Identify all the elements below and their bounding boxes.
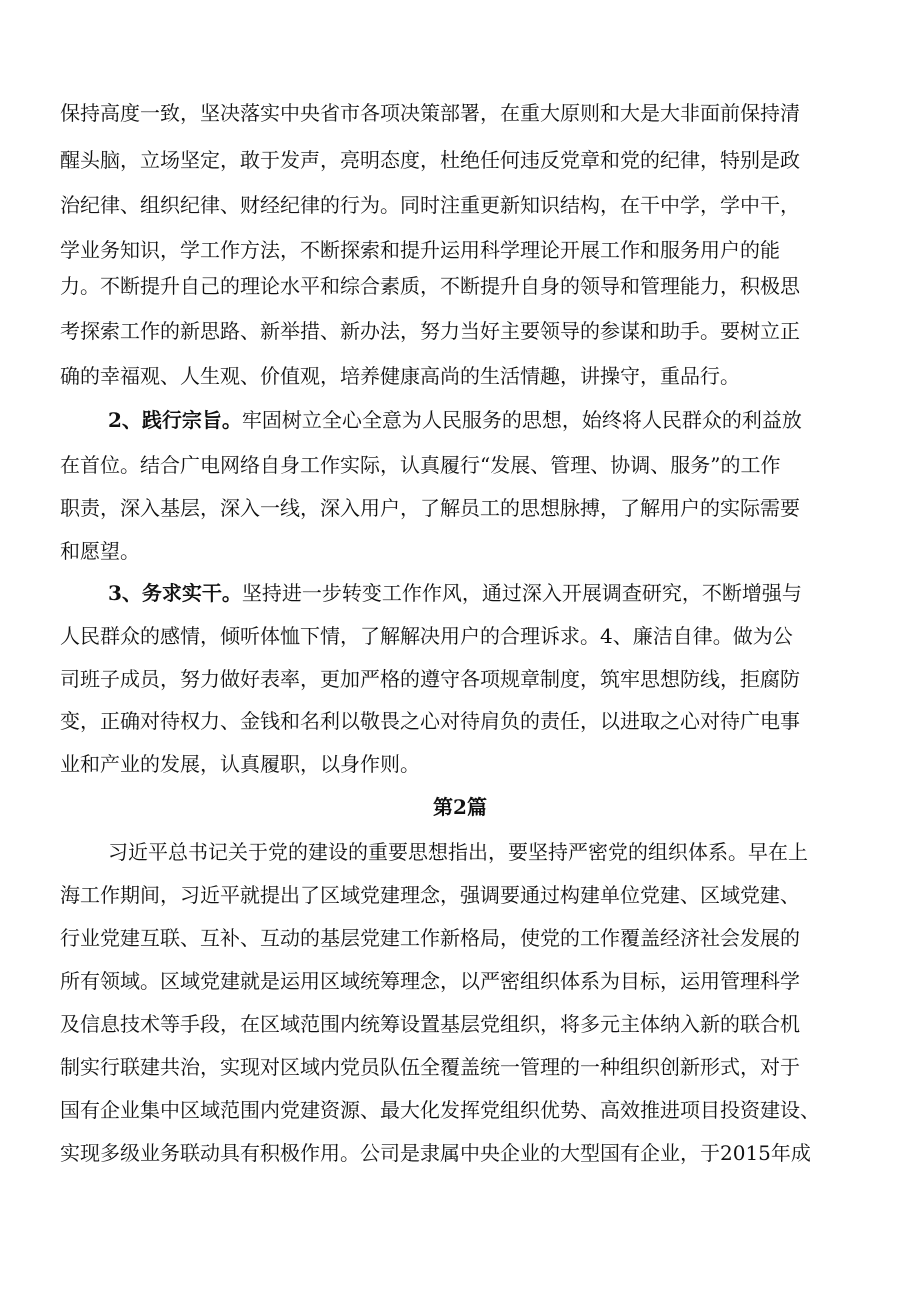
text-line: 考探索工作的新思路、新举措、新办法，努力当好主要领导的参谋和助手。要树立正 [60,319,800,343]
text-line-lead [108,579,880,607]
text-line: 确的幸福观、人生观、价值观，培养健康高尚的生活情趣，讲操守，重品行。 [60,364,740,388]
text-line: 力。不断提升自己的理论水平和综合素质，不断提升自身的领导和管理能力，积极思 [60,274,800,298]
text-line: 习近平总书记关于党的建设的重要思想指出，要坚持严密党的组织体系。早在上 [108,840,808,864]
text-line: 所有领域。区域党建就是运用区域统筹理念，以严密组织体系为目标，运用管理科学 [60,969,800,993]
item-heading: 2、践行宗旨。 [108,408,242,432]
text-line: 变，正确对待权力、金钱和名利以敬畏之心对待肩负的责任，以进取之心对待广电事 [60,709,800,733]
item-text: 坚持进一步转变工作作风，通过深入开展调查研究，不断增强与 [241,581,802,605]
text-line: 实现多级业务联动具有积极作用。公司是隶属中央企业的大型国有企业，于2015年成 [60,1141,811,1165]
text-line: 制实行联建共治，实现对区域内党员队伍全覆盖统一管理的一种组织创新形式，对于 [60,1055,800,1079]
text-line: 醒头脑，立场坚定，敢于发声，亮明态度，杜绝任何违反党章和党的纪律，特别是政 [60,148,800,172]
text-line: 职责，深入基层，深入一线，深入用户，了解员工的思想脉搏，了解用户的实际需要 [60,496,800,520]
text-line: 行业党建互联、互补、互动的基层党建工作新格局，使党的工作覆盖经济社会发展的 [60,926,800,950]
text-line: 学业务知识，学工作方法，不断探索和提升运用科学理论开展工作和服务用户的能 [60,238,780,262]
item-text: 牢固树立全心全意为人民服务的思想，始终将人民群众的利益放 [241,408,802,432]
text-line: 在首位。结合广电网络自身工作实际，认真履行“发展、管理、协调、服务”的工作 [60,453,781,477]
section-heading: 第2篇 [433,795,487,819]
text-line: 和愿望。 [60,539,140,563]
text-line: 治纪律、组织纪律、财经纪律的行为。同时注重更新知识结构，在干中学，学中干， [60,193,800,217]
text-line: 业和产业的发展，认真履职，以身作则。 [60,752,420,776]
text-line: 国有企业集中区域范围内党建资源、最大化发挥党组织优势、高效推进项目投资建设、 [60,1098,820,1122]
item-heading: 3、务求实干。 [108,581,242,605]
text-line: 海工作期间，习近平就提出了区域党建理念，强调要通过构建单位党建、区域党建、 [60,883,800,907]
text-line-lead [108,406,880,434]
text-line: 及信息技术等手段，在区域范围内统筹设置基层党组织，将多元主体纳入新的联合机 [60,1012,800,1036]
text-line: 人民群众的感情，倾听体恤下情，了解解决用户的合理诉求。4、廉洁自律。做为公 [60,624,793,648]
text-line: 司班子成员，努力做好表率，更加严格的遵守各项规章制度，筑牢思想防线，拒腐防 [60,667,800,691]
text-line: 保持高度一致，坚决落实中央省市各项决策部署，在重大原则和大是大非面前保持清 [60,101,800,125]
